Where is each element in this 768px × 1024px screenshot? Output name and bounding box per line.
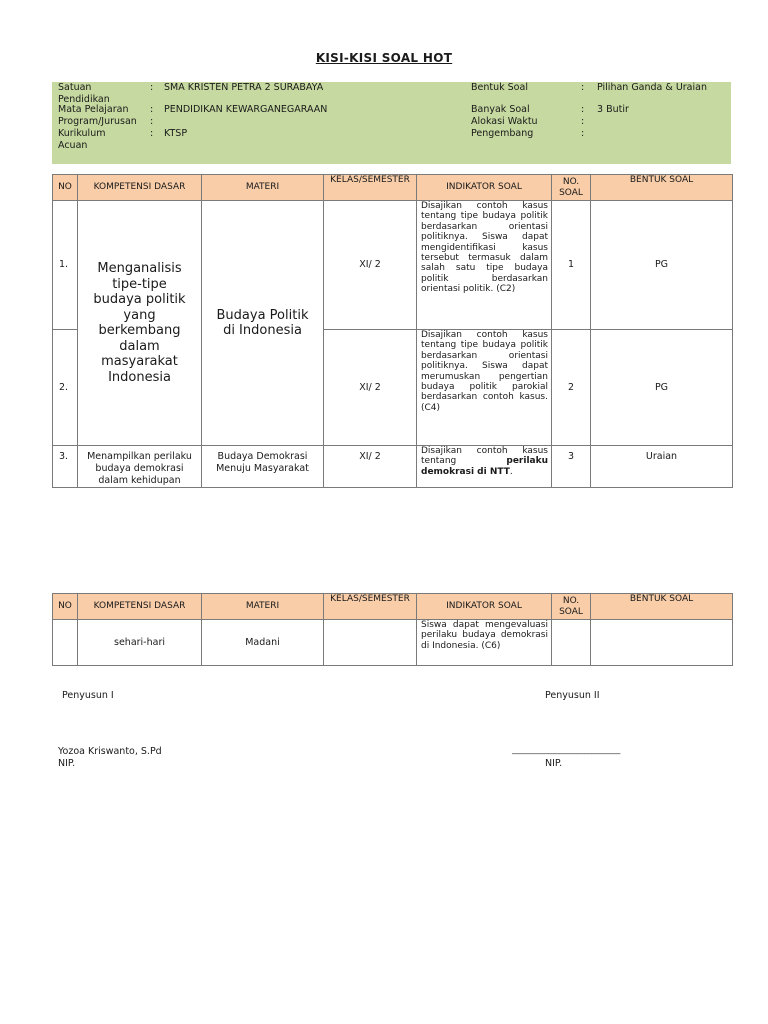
header-no: NO xyxy=(53,175,78,201)
header-nosoal: NO. SOAL xyxy=(552,175,591,201)
signer-one-title: Penyusun I xyxy=(62,690,114,701)
info-colon: : xyxy=(150,128,154,139)
info-label-banyak: Banyak Soal xyxy=(471,104,530,115)
row-number: 1. xyxy=(53,201,78,330)
kisi-table xyxy=(52,174,733,488)
table-row xyxy=(53,446,733,488)
header-kompetensi: KOMPETENSI DASAR xyxy=(78,594,202,620)
header-kompetensi: KOMPETENSI DASAR xyxy=(78,175,202,201)
table-header-row xyxy=(53,594,733,620)
kompetensi-cell: sehari-hari xyxy=(78,620,202,666)
signer-one-nip: NIP. xyxy=(58,758,76,769)
info-panel xyxy=(52,82,731,164)
header-bentuk: BENTUK SOAL xyxy=(591,594,733,620)
info-colon: : xyxy=(150,82,154,93)
info-label-satuan: Satuan Pendidikan xyxy=(58,82,110,105)
header-materi: MATERI xyxy=(202,594,324,620)
materi-merged: Budaya Politik di Indonesia xyxy=(202,201,324,446)
kelas-cell: XI/ 2 xyxy=(324,201,417,330)
kelas-cell: XI/ 2 xyxy=(324,330,417,446)
header-nosoal: NO. SOAL xyxy=(552,594,591,620)
header-bentuk: BENTUK SOAL xyxy=(591,175,733,201)
info-value-bentuk: Pilihan Ganda & Uraian xyxy=(597,82,707,93)
indikator-cell xyxy=(417,446,552,488)
signer-two-title: Penyusun II xyxy=(545,690,600,701)
nosoal-cell-empty xyxy=(552,620,591,666)
kompetensi-merged: Menganalisis tipe-tipe budaya politik yang berkembang dalam masyarakat Indonesia xyxy=(78,201,202,446)
info-value-satuan: SMA KRISTEN PETRA 2 SURABAYA xyxy=(164,82,324,93)
header-indikator: INDIKATOR SOAL xyxy=(417,175,552,201)
indikator-emphasis: perilaku demokrasi di NTT xyxy=(421,456,548,477)
nosoal-cell: 3 xyxy=(552,446,591,488)
kelas-cell: XI/ 2 xyxy=(324,446,417,488)
row-number-empty xyxy=(53,620,78,666)
header-materi: MATERI xyxy=(202,175,324,201)
table-row xyxy=(53,201,733,330)
info-colon: : xyxy=(581,82,585,93)
bentuk-cell: PG xyxy=(591,201,733,330)
kisi-table-continued xyxy=(52,593,733,666)
info-value-mapel: PENDIDIKAN KEWARGANEGARAAN xyxy=(164,104,328,115)
indikator-cell: Disajikan contoh kasus tentang tipe budaya politik berdasarkan orientasi politiknya. Siswa dapat merumuskan pengertian budaya politik parokial berdasarkan contoh kasus. (C4) xyxy=(417,330,552,446)
indikator-cell: Disajikan contoh kasus tentang tipe budaya politik berdasarkan orientasi politiknya. Siswa dapat mengidentifikasi kasus tersebut termasuk dalam salah satu tipe budaya politik berdasarkan orientasi politik. (C2) xyxy=(417,201,552,330)
bentuk-cell-empty xyxy=(591,620,733,666)
info-value-banyak: 3 Butir xyxy=(597,104,629,115)
signer-one-name: Yozoa Kriswanto, S.Pd xyxy=(58,746,162,757)
header-no: NO xyxy=(53,594,78,620)
info-colon: : xyxy=(581,104,585,115)
nosoal-cell: 1 xyxy=(552,201,591,330)
materi-cell: Budaya Demokrasi Menuju Masyarakat xyxy=(202,446,324,488)
info-colon: : xyxy=(581,116,585,127)
materi-cell: Madani xyxy=(202,620,324,666)
signer-two-nip: NIP. xyxy=(545,758,563,769)
info-colon: : xyxy=(150,104,154,115)
indikator-text: Disajikan contoh kasus tentang xyxy=(421,446,548,467)
info-label-kurikulum: Kurikulum Acuan xyxy=(58,128,106,151)
kompetensi-cell: Menampilkan perilaku budaya demokrasi dalam kehidupan xyxy=(78,446,202,488)
info-value-kurikulum: KTSP xyxy=(164,128,188,139)
table-row xyxy=(53,620,733,666)
info-label-program: Program/Jurusan xyxy=(58,116,137,127)
info-label-bentuk: Bentuk Soal xyxy=(471,82,528,93)
nosoal-cell: 2 xyxy=(552,330,591,446)
header-kelas: KELAS/SEMESTER xyxy=(324,594,417,620)
info-label-mapel: Mata Pelajaran xyxy=(58,104,129,115)
indikator-cell: Siswa dapat mengevaluasi perilaku budaya demokrasi di Indonesia. (C6) xyxy=(417,620,552,666)
row-number: 2. xyxy=(53,330,78,446)
info-colon: : xyxy=(581,128,585,139)
indikator-text-end: . xyxy=(509,466,513,477)
info-label-alokasi: Alokasi Waktu xyxy=(471,116,538,127)
row-number: 3. xyxy=(53,446,78,488)
info-label-pengembang: Pengembang xyxy=(471,128,534,139)
kelas-cell-empty xyxy=(324,620,417,666)
table-header-row xyxy=(53,175,733,201)
bentuk-cell: PG xyxy=(591,330,733,446)
signer-two-signature-line: ______________________________ xyxy=(512,745,621,754)
header-kelas: KELAS/SEMESTER xyxy=(324,175,417,201)
info-colon: : xyxy=(150,116,154,127)
page-title: KISI-KISI SOAL HOT xyxy=(315,51,453,65)
bentuk-cell: Uraian xyxy=(591,446,733,488)
header-indikator: INDIKATOR SOAL xyxy=(417,594,552,620)
